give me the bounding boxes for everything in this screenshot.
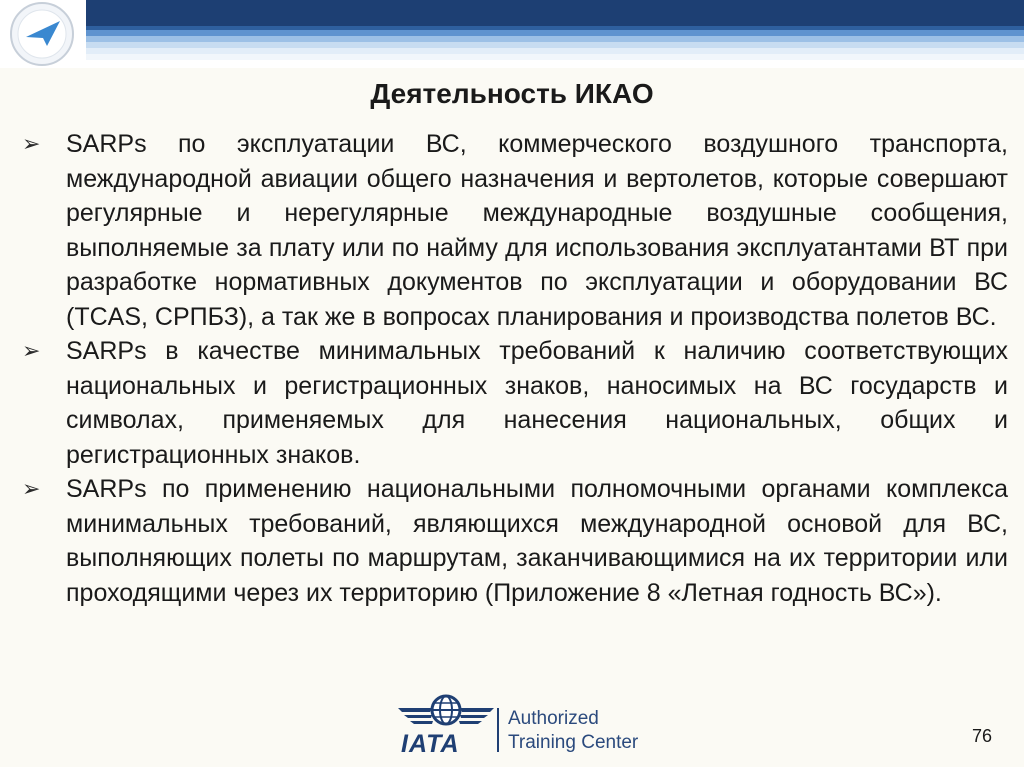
iata-wordmark: IATA <box>401 730 460 758</box>
bullet-text: SARPs в качестве минимальных требований к наличию соответствующих национальных и регистрационных знаков, наносимых на ВС государств и символах, применяемых для нанесения национальных, общих и регистрационных знаков. <box>66 337 1008 469</box>
arrow-bullet-icon: ➢ <box>22 131 41 156</box>
logo-divider <box>497 708 499 752</box>
header-banner <box>86 0 1024 68</box>
bullet-text: SARPs по применению национальными полномочными органами комплекса минимальных требований, являющихся международной основой для ВС, выполняющих полеты по маршрутам, заканчивающимися на их территории или проходящими через их территорию (Приложение 8 «Летная годность ВС»). <box>66 475 1008 607</box>
arrow-bullet-icon: ➢ <box>22 476 41 501</box>
arrow-bullet-icon: ➢ <box>22 338 41 363</box>
iata-training-logo <box>396 690 639 760</box>
paper-plane-icon <box>0 0 86 68</box>
logo-text-authorized: Authorized <box>508 708 599 729</box>
bullet-list <box>22 127 1012 610</box>
bullet-text: SARPs по эксплуатации ВС, коммерческого воздушного транспорта, международной авиации общего назначения и вертолетов, которые совершают регулярные и нерегулярные международные воздушные сообщения, выполняемые за плату или по найму для использования эксплуатантами ВТ при разработке нормативных документов по эксплуатации и оборудовании ВС (TCAS, СРПБЗ), а так же в вопросах планирования и производства полетов ВС. <box>66 130 1008 331</box>
bullet-item <box>22 334 1012 472</box>
logo-text-training-center: Training Center <box>508 732 639 753</box>
bullet-item <box>22 472 1012 610</box>
corner-logo <box>0 0 86 68</box>
page-number: 76 <box>972 726 993 746</box>
iata-globe-icon <box>396 690 496 732</box>
slide-title: Деятельность ИКАО <box>370 78 654 109</box>
bullet-item <box>22 127 1012 334</box>
